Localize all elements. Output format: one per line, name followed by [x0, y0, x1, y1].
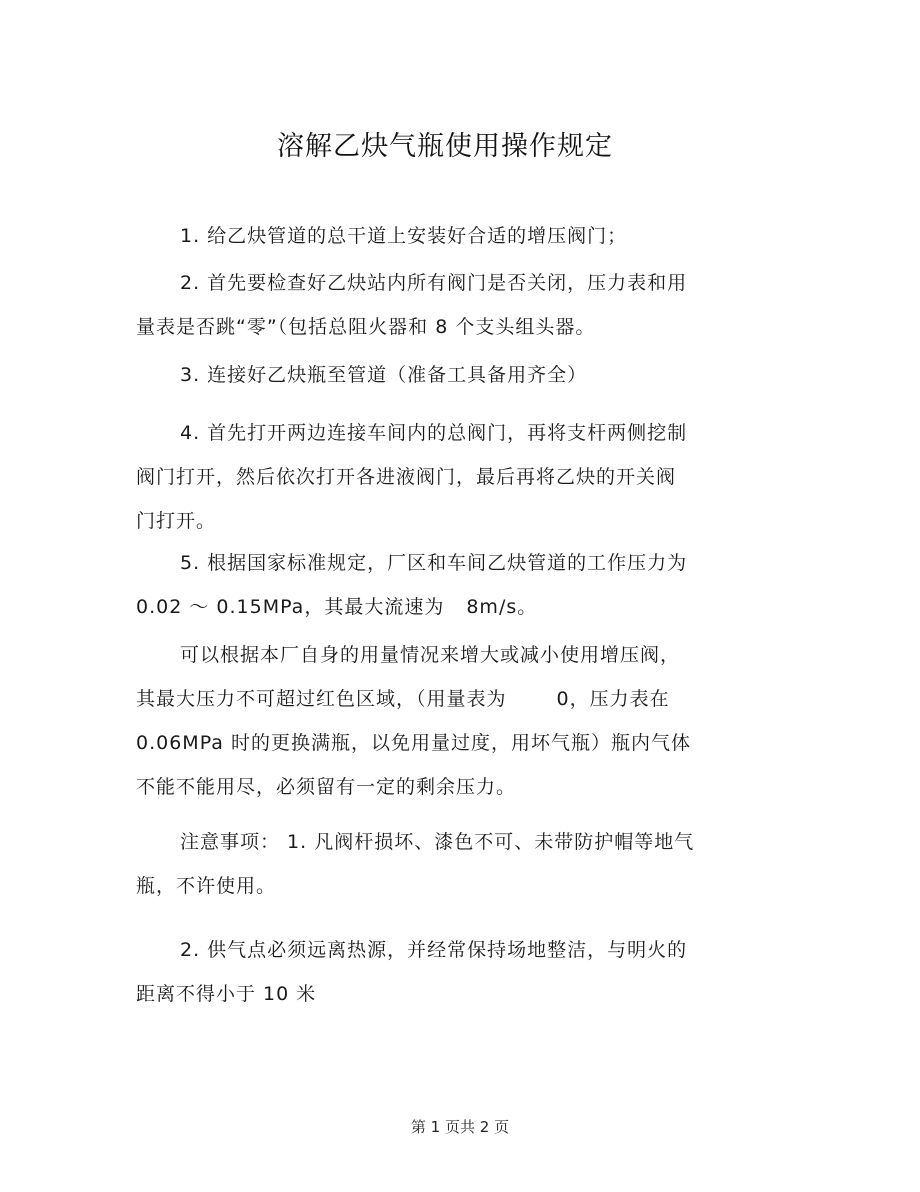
- paragraph-4-line-2: 阀门打开，然后依次打开各进液阀门，最后再将乙炔的开关阀: [136, 466, 677, 488]
- paragraph-2-line-1: 2. 首先要检查好乙炔站内所有阀门是否关闭，压力表和用: [180, 272, 688, 294]
- paragraph-4: [136, 411, 756, 543]
- paragraph-6-line-3: 0.06MPa 时的更换满瓶，以免用量过度，用坏气瓶）瓶内气体: [136, 732, 691, 754]
- paragraph-4-line-1: 4. 首先打开两边连接车间内的总阀门，再将支杆两侧挖制: [180, 422, 688, 444]
- paragraph-1-line-1: 1. 给乙炔管道的总干道上安装好合适的增压阀门；: [180, 225, 628, 247]
- paragraph-5-line-2-part-a: 0.02 ～ 0.15MPa，其最大流速为: [136, 596, 445, 618]
- paragraph-6-line-4: 不能不能用尽，必须留有一定的剩余压力。: [136, 776, 517, 798]
- paragraph-7-line-2: 瓶，不许使用。: [136, 875, 277, 897]
- page-number-footer: 第 1 页共 2 页: [410, 1118, 510, 1136]
- paragraph-6: [136, 633, 756, 809]
- paragraph-5-line-2: [136, 585, 756, 629]
- paragraph-2: [136, 261, 756, 349]
- paragraph-8-line-1: 2. 供气点必须远离热源，并经常保持场地整洁，与明火的: [180, 939, 688, 961]
- paragraph-3-line-1: 3. 连接好乙炔瓶至管道（准备工具备用齐全）: [180, 364, 588, 386]
- paragraph-8-line-2: 距离不得小于 10 米: [136, 983, 317, 1005]
- paragraph-7: [136, 820, 756, 908]
- paragraph-7-line-1: 注意事项： 1. 凡阀杆损坏、漆色不可、未带防护帽等地气: [180, 831, 695, 853]
- page-title: 溶解乙炔气瓶使用操作规定: [277, 131, 613, 162]
- paragraph-1: [136, 214, 756, 258]
- paragraph-4-line-3: 门打开。: [136, 510, 217, 532]
- paragraph-5-line-1: 5. 根据国家标准规定，厂区和车间乙炔管道的工作压力为: [180, 552, 688, 574]
- paragraph-5: [136, 541, 756, 629]
- paragraph-6-line-1: 可以根据本厂自身的用量情况来增大或减小使用增压阀，: [180, 644, 681, 666]
- paragraph-6-line-2-part-b: 0，压力表在: [556, 688, 670, 710]
- paragraph-8: [136, 928, 756, 1016]
- paragraph-3: [136, 353, 756, 397]
- paragraph-5-line-2-part-b: 8m/s。: [466, 596, 538, 618]
- paragraph-6-line-2: [136, 677, 756, 721]
- paragraph-6-line-2-part-a: 其最大压力不可超过红色区域，（用量表为: [136, 688, 507, 710]
- paragraph-2-line-2: 量表是否跳“零”（包括总阻火器和 8 个支头组头器。: [136, 316, 596, 338]
